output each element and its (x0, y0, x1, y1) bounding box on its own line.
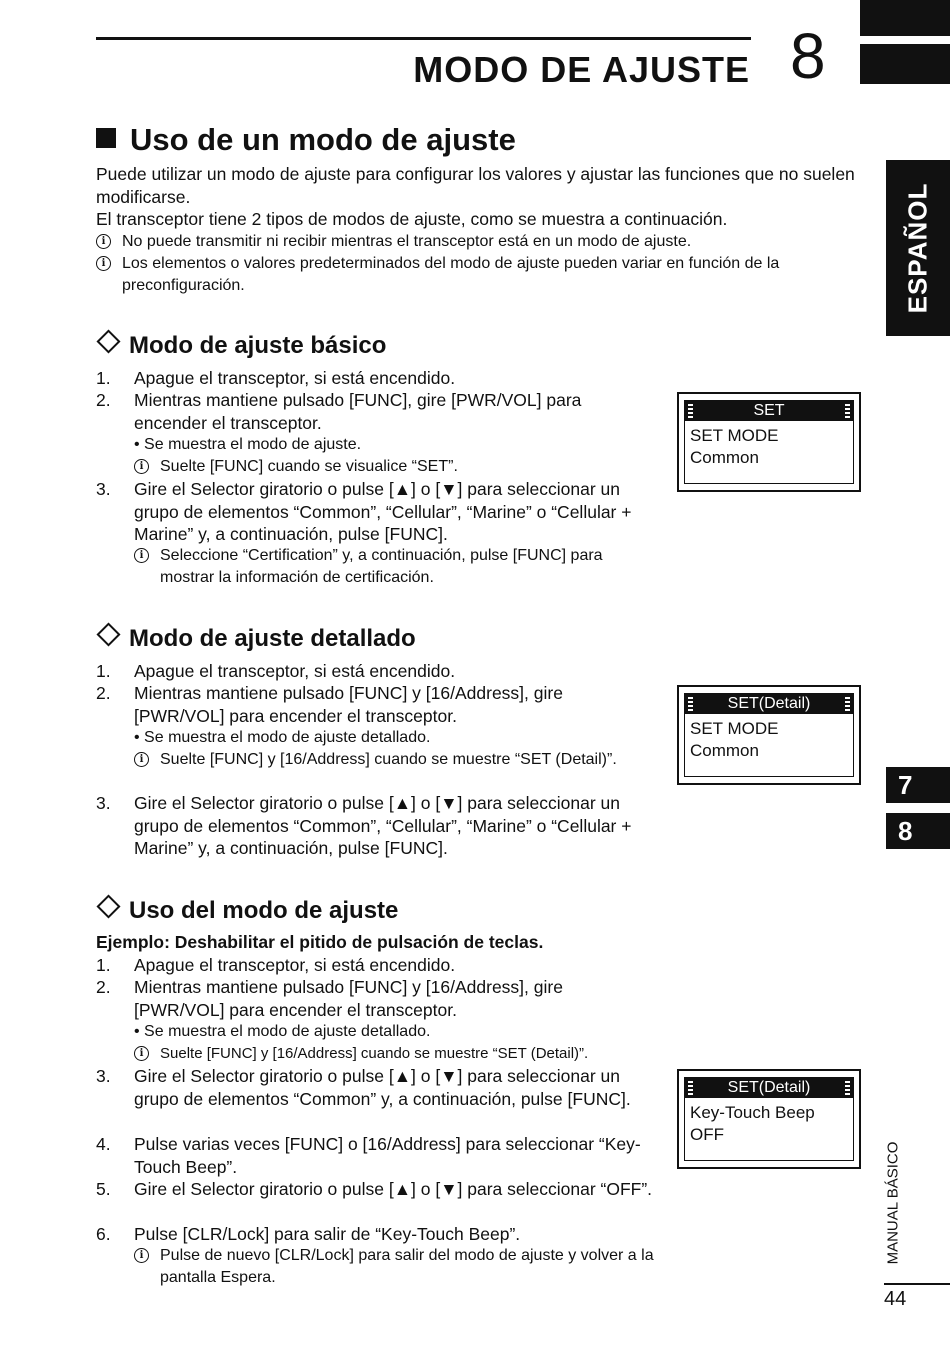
lcd-line-1: SET MODE (690, 719, 779, 738)
lcd-display-keytouch (677, 1069, 861, 1169)
info-icon: i (96, 256, 111, 271)
intro-paragraph-1: Puede utilizar un modo de ajuste para configurar los valores y ajustar las funciones que no suelen modificarse. (96, 164, 855, 207)
info-icon: i (134, 1046, 149, 1061)
step-number: 3. (96, 1066, 111, 1086)
usage-step-4 (96, 1133, 656, 1178)
step-number: 2. (96, 683, 111, 703)
step-text: Pulse [CLR/Lock] para salir de “Key-Touch Beep”. (134, 1224, 521, 1244)
chapter-tab-8[interactable]: 8 (886, 813, 950, 849)
basic-step-1 (96, 367, 656, 390)
diamond-icon (96, 894, 120, 918)
detailed-step-1 (96, 660, 656, 683)
usage-heading (96, 896, 398, 926)
usage-step-2 (96, 976, 656, 1021)
info-icon: i (96, 234, 111, 249)
black-square-icon (96, 128, 116, 148)
page-number-rule (884, 1283, 950, 1285)
chapter-title: MODO DE AJUSTE (413, 49, 750, 90)
basic-mode-heading (96, 331, 386, 361)
step-number: 1. (96, 955, 111, 975)
info-icon: i (134, 459, 149, 474)
basic-step-3-note (134, 545, 654, 588)
diamond-icon (96, 329, 120, 353)
diamond-icon (96, 622, 120, 646)
usage-example: Ejemplo: Deshabilitar el pitido de pulsación de teclas. (96, 932, 544, 952)
usage-step-5 (96, 1178, 656, 1201)
detailed-step-2-bullet: • Se muestra el modo de ajuste detallado. (134, 729, 431, 746)
lcd-display-basic (677, 392, 861, 492)
usage-step-2-bullet: • Se muestra el modo de ajuste detallado. (134, 1023, 431, 1040)
note-2-text: Los elementos o valores predeterminados del modo de ajuste pueden variar en función de la preconfiguración. (122, 255, 780, 294)
header-rule (96, 37, 751, 40)
step-number: 6. (96, 1224, 111, 1244)
lcd-title-bar (685, 1078, 853, 1098)
lcd-line-1: Key-Touch Beep (690, 1103, 815, 1122)
step-text: Gire el Selector giratorio o pulse [▲] o [▼] para seleccionar un grupo de elementos “Common”, “Cellular”, “Marine” o “Cellular + Marine” y, a continuación, pulse [FUNC]. (134, 479, 632, 544)
section-title (96, 120, 516, 160)
detailed-mode-heading (96, 624, 416, 654)
lcd-title: SET(Detail) (727, 695, 811, 712)
step-number: 2. (96, 977, 111, 997)
section-title-text: Uso de un modo de ajuste (130, 122, 516, 157)
step-number: 1. (96, 661, 111, 681)
step-number: 3. (96, 479, 111, 499)
usage-step-3 (96, 1065, 656, 1110)
note-1 (96, 231, 856, 253)
info-icon: i (134, 752, 149, 767)
lcd-title-bar (685, 694, 853, 714)
basic-step-2 (96, 389, 656, 434)
lcd-line-2: Common (690, 448, 759, 467)
lcd-title: SET (753, 402, 785, 419)
basic-step-2-bullet: • Se muestra el modo de ajuste. (134, 436, 362, 453)
language-label: ESPAÑOL (902, 182, 933, 314)
note-2 (96, 253, 856, 296)
note-1-text: No puede transmitir ni recibir mientras el transceptor está en un modo de ajuste. (122, 233, 692, 250)
note-text: Suelte [FUNC] cuando se visualice “SET”. (160, 458, 458, 475)
step-text: Mientras mantiene pulsado [FUNC], gire [PWR/VOL] para encender el transceptor. (134, 390, 582, 433)
note-text: Seleccione “Certification” y, a continuación, pulse [FUNC] para mostrar la información de certificación. (160, 547, 603, 586)
basic-mode-title: Modo de ajuste básico (129, 332, 387, 359)
header-tab-block (860, 44, 950, 84)
usage-step-6-note (134, 1245, 654, 1288)
step-text: Apague el transceptor, si está encendido. (134, 661, 456, 681)
step-text: Gire el Selector giratorio o pulse [▲] o [▼] para seleccionar un grupo de elementos “Common” y, a continuación, pulse [FUNC]. (134, 1066, 631, 1109)
lcd-display-detailed (677, 685, 861, 785)
detailed-step-2-note (134, 749, 624, 771)
lcd-line-2: Common (690, 741, 759, 760)
step-number: 5. (96, 1179, 111, 1199)
basic-step-2-note (134, 456, 654, 478)
note-text: Suelte [FUNC] y [16/Address] cuando se muestre “SET (Detail)”. (160, 751, 617, 768)
intro-paragraph-2: El transceptor tiene 2 tipos de modos de ajuste, como se muestra a continuación. (96, 209, 728, 229)
lcd-line-2: OFF (690, 1125, 724, 1144)
detailed-step-2 (96, 682, 656, 727)
page-number: 44 (884, 1288, 907, 1310)
manual-label-text: MANUAL BÁSICO (884, 1141, 902, 1265)
chapter-number: 8 (790, 20, 826, 92)
step-number: 1. (96, 368, 111, 388)
lcd-title-bar (685, 401, 853, 421)
step-number: 2. (96, 390, 111, 410)
usage-step-6 (96, 1223, 656, 1246)
detailed-mode-title: Modo de ajuste detallado (129, 625, 416, 652)
step-text: Pulse varias veces [FUNC] o [16/Address] para seleccionar “Key-Touch Beep”. (134, 1134, 641, 1177)
manual-label (868, 1140, 918, 1266)
step-text: Gire el Selector giratorio o pulse [▲] o [▼] para seleccionar un grupo de elementos “Common”, “Cellular”, “Marine” o “Cellular + Marine” y, a continuación, pulse [FUNC]. (134, 793, 632, 858)
usage-step-2-note (134, 1043, 654, 1065)
step-number: 3. (96, 793, 111, 813)
info-icon: i (134, 548, 149, 563)
note-text: Suelte [FUNC] y [16/Address] cuando se muestre “SET (Detail)”. (160, 1045, 589, 1062)
chapter-tab-7[interactable]: 7 (886, 767, 950, 803)
step-text: Gire el Selector giratorio o pulse [▲] o [▼] para seleccionar “OFF”. (134, 1179, 653, 1199)
language-tab[interactable] (886, 160, 950, 336)
lcd-line-1: SET MODE (690, 426, 779, 445)
info-icon: i (134, 1248, 149, 1263)
step-number: 4. (96, 1134, 111, 1154)
step-text: Mientras mantiene pulsado [FUNC] y [16/Address], gire [PWR/VOL] para encender el transceptor. (134, 683, 563, 726)
usage-step-1 (96, 954, 656, 977)
header-tab-block (860, 0, 950, 36)
step-text: Apague el transceptor, si está encendido. (134, 368, 456, 388)
lcd-title: SET(Detail) (727, 1079, 811, 1096)
detailed-step-3 (96, 792, 656, 860)
note-text: Pulse de nuevo [CLR/Lock] para salir del modo de ajuste y volver a la pantalla Espera. (160, 1247, 654, 1286)
step-text: Apague el transceptor, si está encendido. (134, 955, 456, 975)
basic-step-3 (96, 478, 656, 546)
usage-title: Uso del modo de ajuste (129, 897, 399, 924)
step-text: Mientras mantiene pulsado [FUNC] y [16/Address], gire [PWR/VOL] para encender el transceptor. (134, 977, 563, 1020)
